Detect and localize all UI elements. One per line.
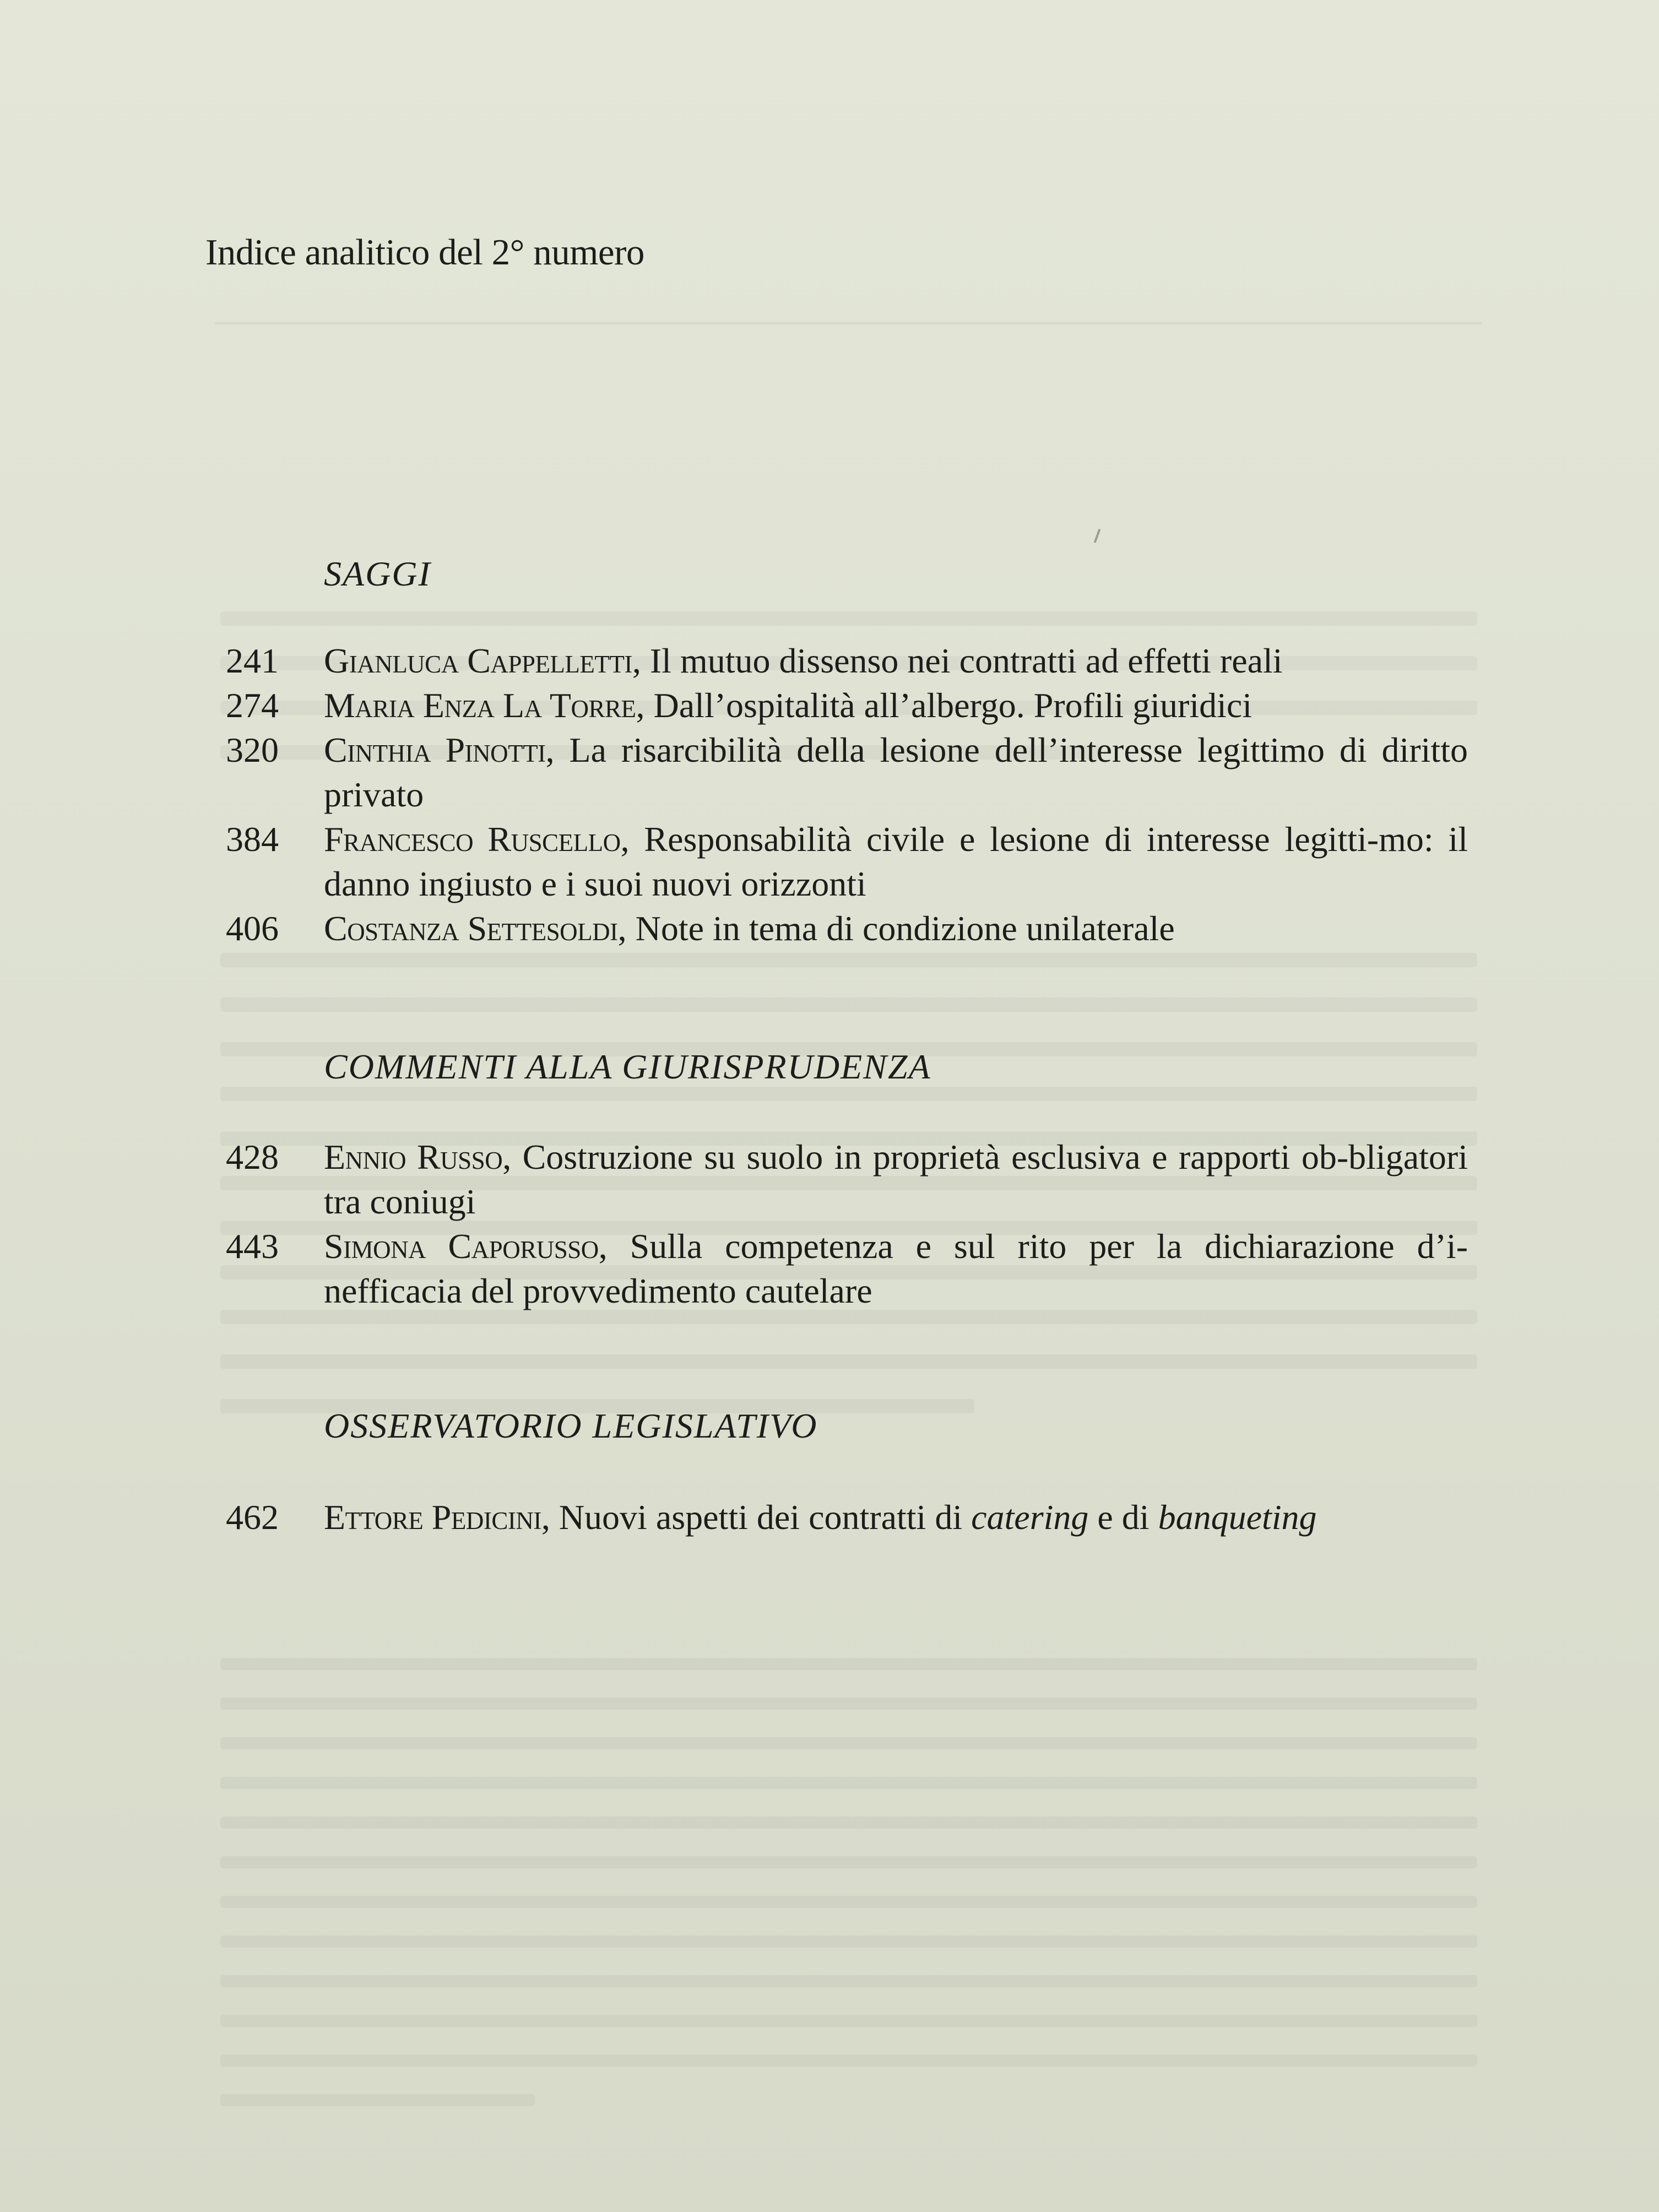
toc-entry [226, 1135, 1468, 1224]
entry-text [324, 906, 1468, 951]
entry-author: Francesco Ruscello [324, 820, 621, 859]
entry-title: , Sulla competenza e sul rito per la dichiarazione d’i-nefficacia del provvedimento cautelare [324, 1227, 1468, 1310]
page-header: Indice analitico del 2° numero [205, 232, 644, 273]
entry-title: , Nuovi aspetti dei contratti di [541, 1498, 972, 1537]
entry-text [324, 1135, 1468, 1224]
entry-title: e di [1088, 1498, 1158, 1537]
entry-page-number: 320 [226, 730, 279, 769]
ink-mark [1094, 529, 1101, 543]
entry-page-number: 274 [226, 686, 279, 725]
entry-text [324, 638, 1468, 683]
entry-page-number: 462 [226, 1498, 279, 1537]
toc-entry [226, 1495, 1468, 1539]
entry-text [324, 1495, 1468, 1539]
toc-entry [226, 817, 1468, 906]
section-title-osservatorio: OSSERVATORIO LEGISLATIVO [324, 1406, 818, 1445]
entry-text [324, 683, 1468, 728]
entries-saggi [226, 638, 1468, 951]
show-through-rule [215, 322, 1482, 324]
entry-author: Gianluca Cappelletti [324, 641, 632, 680]
entry-text [324, 1224, 1468, 1313]
toc-entry [226, 683, 1468, 728]
entry-page-number: 384 [226, 820, 279, 859]
entry-author: Ettore Pedicini [324, 1498, 541, 1537]
entry-title: , Costruzione su suolo in proprietà esclusiva e rapporti ob-bligatori tra coniugi [324, 1137, 1468, 1221]
entry-page-number: 443 [226, 1227, 279, 1266]
entry-page-number: 428 [226, 1137, 279, 1177]
toc-entry [226, 728, 1468, 817]
entry-title: , Responsabilità civile e lesione di interesse legitti-mo: il danno ingiusto e i suoi nuovi orizzonti [324, 820, 1468, 903]
entry-title: , Dall’ospitalità all’albergo. Profili giuridici [636, 686, 1253, 725]
section-title-commenti: COMMENTI ALLA GIURISPRUDENZA [324, 1047, 931, 1086]
entry-author: Maria Enza La Torre [324, 686, 636, 725]
entries-osservatorio [226, 1495, 1468, 1539]
entry-title: , Il mutuo dissenso nei contratti ad effetti reali [632, 641, 1283, 680]
entry-title-italic: catering [971, 1498, 1089, 1537]
entry-text [324, 817, 1468, 906]
entry-title-italic: banqueting [1158, 1498, 1317, 1537]
entry-page-number: 241 [226, 641, 279, 680]
entry-author: Ennio Russo [324, 1137, 503, 1177]
entry-author: Cinthia Pinotti [324, 730, 546, 769]
toc-entry [226, 906, 1468, 951]
section-title-saggi: SAGGI [324, 554, 431, 593]
entries-commenti [226, 1135, 1468, 1313]
show-through-footnotes [220, 1658, 1477, 2134]
entry-author: Simona Caporusso [324, 1227, 599, 1266]
toc-entry [226, 1224, 1468, 1313]
entry-text [324, 728, 1468, 817]
entry-title: , Note in tema di condizione unilaterale [617, 909, 1175, 948]
entry-title: , La risarcibilità della lesione dell’interesse legittimo di diritto privato [324, 730, 1468, 814]
toc-entry [226, 638, 1468, 683]
entry-page-number: 406 [226, 909, 279, 948]
entry-author: Costanza Settesoldi [324, 909, 618, 948]
